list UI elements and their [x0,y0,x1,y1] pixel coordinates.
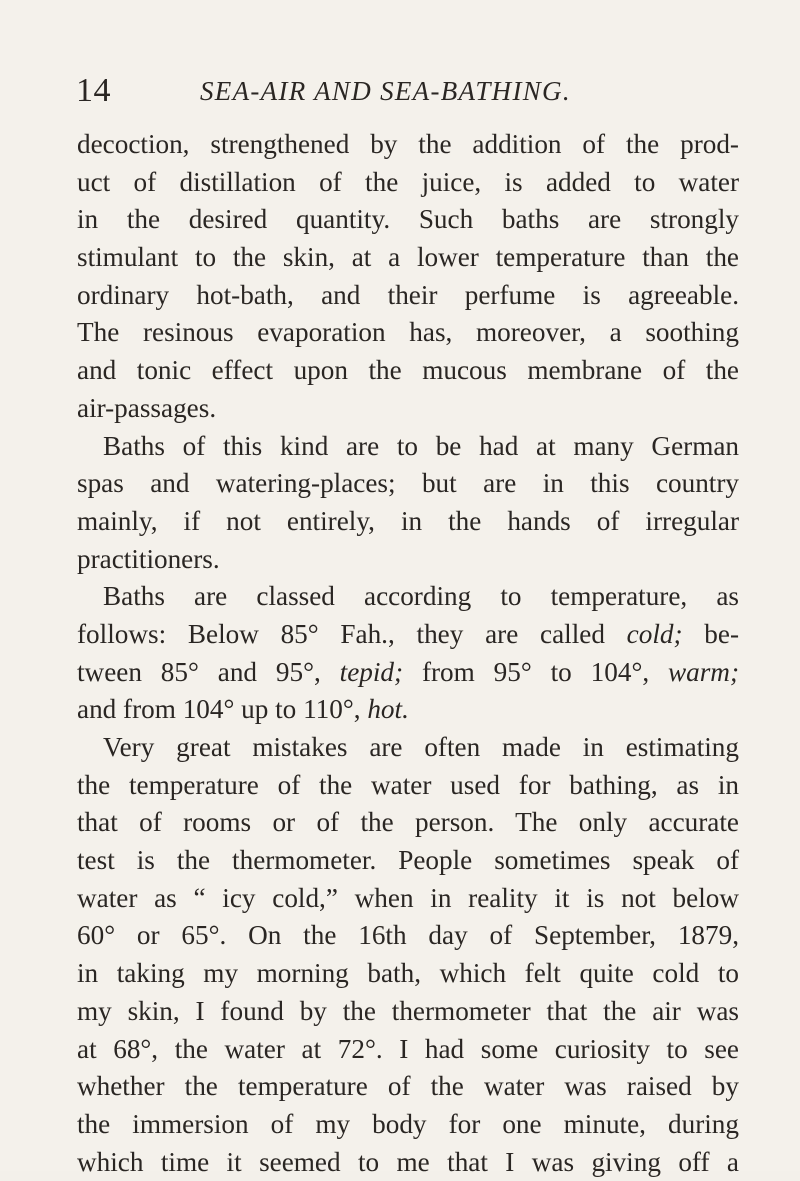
text-line: that of rooms or of the person. The only accurate [77,807,739,838]
text-line: at 68°, the water at 72°. I had some curiosity to see [77,1033,739,1064]
italic-term-tepid: tepid; [339,656,404,687]
body-text [77,126,739,1181]
page-number: 14 [76,72,111,109]
text-line: water as “ icy cold,” when in reality it is not below [77,882,739,913]
page-header [76,66,736,116]
text-line: Baths of this kind are to be had at many German [103,430,739,461]
text-line: whether the temperature of the water was raised by [77,1071,739,1102]
text-segment: from 95° to 104°, [403,656,668,687]
running-head: SEA-AIR AND SEA-BATHING. [200,76,571,106]
text-segment: tween 85° and 95°, [77,656,340,687]
text-line: Very great mistakes are often made in estimating [103,732,739,762]
text-line: in taking my morning bath, which felt quite cold to [77,958,739,989]
text-line: practitioners. [77,543,220,574]
text-line: which time it seemed to me that I was giving off a [77,1146,739,1177]
text-line: spas and watering-places; but are in this country [77,468,739,499]
text-line: air-passages. [77,392,217,423]
text-line: and tonic effect upon the mucous membrane of the [77,355,739,386]
text-line: 60° or 65°. On the 16th day of September, 1879, [77,920,739,951]
italic-term-cold: cold; [626,618,683,649]
text-line: in the desired quantity. Such baths are strongly [77,204,739,235]
text-line: ordinary hot-bath, and their perfume is agreeable. [77,279,739,310]
text-line: decoction, strengthened by the addition of the prod- [77,129,739,159]
text-line [77,654,739,692]
text-segment: follows: Below 85° Fah., they are called [77,618,627,649]
text-line: mainly, if not entirely, in the hands of irregular [77,505,739,536]
text-line: uct of distillation of the juice, is added to water [77,166,739,197]
italic-term-hot: hot. [367,694,409,725]
text-line: the temperature of the water used for bathing, as in [77,769,739,800]
text-line: my skin, I found by the thermometer that the air was [77,995,739,1026]
text-line: stimulant to the skin, at a lower temperature than the [77,242,739,273]
text-segment: and from 104° up to 110°, [77,694,368,725]
text-line: the immersion of my body for one minute, during [77,1108,739,1139]
text-line: test is the thermometer. People sometimes speak of [77,845,739,876]
text-segment: be- [682,618,739,649]
italic-term-warm: warm; [668,656,739,687]
text-line [77,616,739,654]
text-line: The resinous evaporation has, moreover, a soothing [77,317,739,348]
text-line [77,691,739,729]
text-line: Baths are classed according to temperature, as [103,581,739,612]
